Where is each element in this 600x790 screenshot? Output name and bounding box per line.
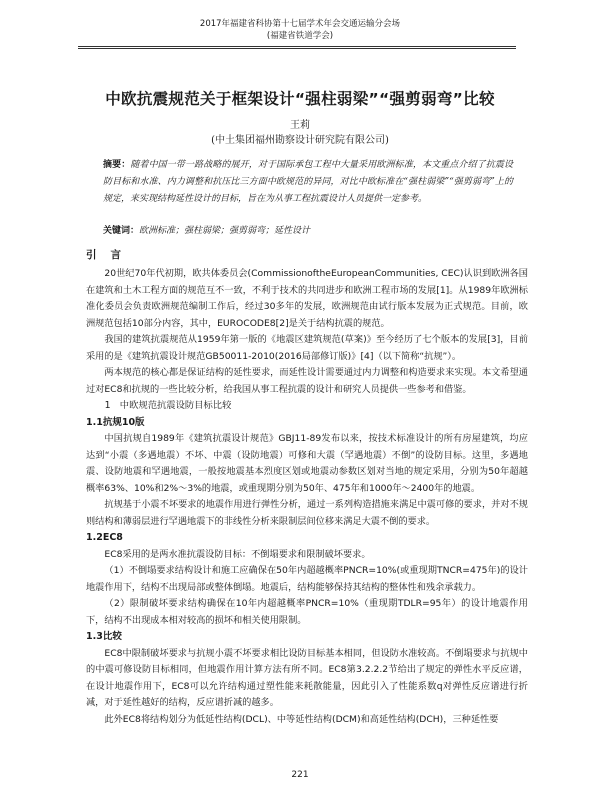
subsection-heading: 1.1抗规10版 — [86, 416, 145, 428]
paragraph: （1）不倒塌要求结构设计和施工应确保在50年内超越概率PNCR=10%(或重现期TNCR=475年)的设计地震作用下，结构不出现局部或整体倒塌。地震后，结构能够保持其结构的整体性和残余承载力。 — [86, 565, 528, 593]
keywords-label: 关键词： — [103, 226, 140, 236]
section-heading: 1 中欧规范抗震设防目标比较 — [104, 400, 232, 411]
body-text — [86, 266, 528, 728]
paragraph: 中国抗规自1989年《建筑抗震设计规范》GBJ11-89发布以来，按技术标准设计的所有房屋建筑，均应达到“小震（多遇地震）不坏、中震（设防地震）可修和大震（罕遇地震）不倒”的设防目标。这里，多遇地震、设防地震和罕遇地震，一般按地震基本烈度区划或地震动参数区划对当地的规定采用，分别为50年超越概率63%、10%和2%～3%的地震，或重现期分别为50年、475年和1000年～2400年的地震。 — [86, 433, 528, 494]
page-number: 221 — [291, 770, 309, 780]
keywords — [103, 223, 513, 236]
running-header — [0, 0, 600, 42]
paragraph: 两本规范的核心都是保证结构的延性要求，而延性设计需要通过内力调整和构造要求来实现。本文希望通过对EC8和抗规的一些比较分析，给我国从事工程抗震的设计和研究人员提供一些参考和借鉴。 — [86, 367, 528, 395]
affiliation: (中土集团福州勘察设计研究院有限公司) — [211, 135, 389, 146]
paper-title: 中欧抗震规范关于框架设计“强柱弱梁”“强剪弱弯”比较 — [105, 90, 495, 108]
header-rule-thin — [78, 48, 516, 49]
paragraph: 我国的建筑抗震规范从1959年第一版的《地震区建筑规范(草案)》至今经历了七个版本的发展[3]，目前采用的是《建筑抗震设计规范GB50011-2010(2016局部修订版)》[4]（以下简称“抗规”）。 — [86, 334, 528, 362]
society-name: (福建省铁道学会) — [266, 31, 334, 41]
keywords-text: 欧洲标准；强柱弱梁；强剪弱弯；延性设计 — [139, 226, 311, 236]
subsection-heading: 1.2EC8 — [86, 532, 123, 543]
header-rule — [78, 46, 516, 47]
abstract — [103, 157, 513, 208]
paragraph: EC8中限制破坏要求与抗规小震不坏要求相比设防目标基本相同，但设防水准较高。不倒塌要求与抗规中的中震可修设防目标相同，但地震作用计算方法有所不同。EC8第3.2.2.2节给出了规定的弹性水平反应谱，在设计地震作用下，EC8可以允许结构通过塑性能来耗散能量，因此引入了性能系数q对弹性反应谱进行折减，对于延性越好的结构，反应谱折减的越多。 — [86, 647, 528, 708]
paragraph: 20世纪70年代初期，欧共体委员会(CommissionoftheEuropeanCommunities, CEC)认识到欧洲各国在建筑和土木工程方面的规范互不一致，不利于技术的共同进步和欧洲工程市场的发展[1]。从1989年欧洲标准化委员会负责欧洲规范编制工作后，经过30多年的发展，欧洲规范由试行版本发展为正式规范。目前，欧洲规范包括10部分内容，其中，EUROCODE8[2]是关于结构抗震的规范。 — [86, 268, 528, 329]
paragraph: EC8采用的是两水准抗震设防目标：不倒塌要求和限制破坏要求。 — [104, 548, 371, 560]
author: 王莉 — [290, 120, 310, 131]
conference-name: 2017年福建省科协第十七届学术年会交通运输分会场 — [199, 19, 401, 29]
abstract-text: 随着中国一带一路战略的展开，对于国际承包工程中大量采用欧洲标准，本文重点介绍了抗震设防目标和水准、内力调整和抗压比三方面中欧规范的异同，对比中欧标准在“强柱弱梁”“强剪弱弯”上的规定，来实现结构延性设计的目标，旨在为从事工程抗震设计人员提供一定参考。 — [103, 160, 513, 204]
paragraph: 此外EC8将结构划分为低延性结构(DCL)、中等延性结构(DCM)和高延性结构(DCH)，三种延性要 — [104, 713, 499, 725]
paragraph: 抗规基于小震不坏要求的地震作用进行弹性分析，通过一系列构造措施来满足中震可修的要求，并对不规则结构和薄弱层进行罕遇地震下的非线性分析来限制层间位移来满足大震不倒的要求。 — [86, 499, 528, 527]
abstract-label: 摘要： — [103, 160, 131, 170]
intro-heading: 引言 — [86, 249, 135, 261]
paragraph: （2）限制破坏要求结构确保在10年内超越概率PNCR=10%（重现期TDLR=95年）的设计地震作用下，结构不出现成本相对较高的损坏和相关使用限制。 — [86, 598, 528, 626]
subsection-heading: 1.3比较 — [86, 631, 122, 642]
